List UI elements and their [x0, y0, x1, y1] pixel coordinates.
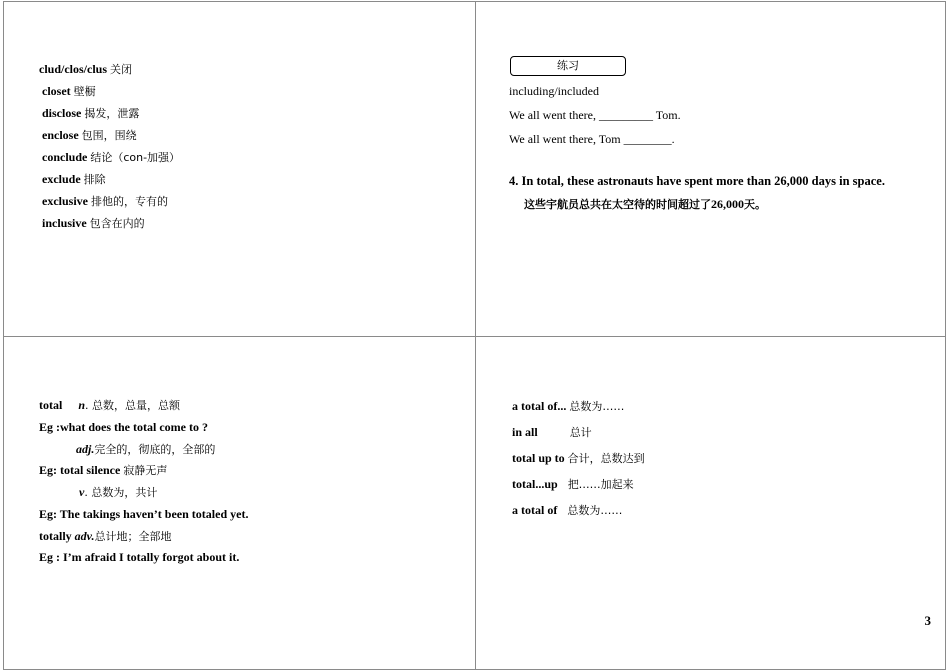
translation-part: 天。 — [744, 198, 766, 211]
totally-line — [39, 529, 172, 544]
word-closet — [42, 84, 96, 99]
phrase-term: total up to — [512, 451, 565, 465]
translation-part: 这些宇航员总共在太空待的时间超过了 — [524, 198, 711, 211]
word-exclude — [42, 172, 106, 187]
phrase-term: a total of — [512, 503, 558, 517]
pos-noun: n — [78, 398, 86, 412]
word-exclusive — [42, 194, 168, 209]
page-number: 3 — [924, 613, 931, 628]
example-sentence-line — [509, 174, 885, 188]
word-meaning: 排他的，专有的 — [91, 195, 168, 208]
phrase-in-all — [512, 425, 592, 440]
word-term: exclusive — [42, 194, 88, 208]
word-enclose — [42, 128, 137, 143]
example-sentence: In total, these astronauts have spent more than 26,000 days in space. — [521, 174, 885, 188]
verb-meaning: . 总数为，共计 — [84, 486, 158, 499]
phrase-a-total-of-dots — [512, 399, 624, 414]
word-meaning: 包含在内的 — [89, 217, 145, 230]
phrase-meaning: 把……加起来 — [567, 478, 634, 491]
totally-term: totally — [39, 529, 72, 543]
word-meaning: 结论（con-加强） — [90, 151, 181, 164]
phrase-meaning: 合计，总数达到 — [567, 452, 645, 465]
root-meaning: 关闭 — [110, 63, 133, 76]
slide-total-usage — [3, 336, 476, 670]
root-line — [39, 62, 132, 77]
phrase-meaning: 总数为…… — [569, 400, 625, 413]
phrase-term: in all — [512, 425, 538, 439]
word-term: closet — [42, 84, 71, 98]
eg-line-2 — [39, 463, 167, 478]
pos-adv: adv. — [74, 529, 95, 543]
word-inclusive — [42, 216, 145, 231]
root-term: clud/clos/clus — [39, 62, 108, 76]
total-term: total — [39, 398, 63, 412]
word-disclose — [42, 106, 139, 121]
eg2-label: Eg: total silence — [39, 463, 121, 477]
practice-sentence-2: We all went there, Tom ________. — [509, 132, 675, 146]
word-meaning: 排除 — [83, 173, 106, 186]
slide-practice — [475, 1, 946, 337]
total-noun-line — [39, 398, 180, 413]
noun-meaning: . 总数，总量，总额 — [85, 399, 181, 412]
phrase-term: total...up — [512, 477, 558, 491]
word-term: conclude — [42, 150, 88, 164]
phrase-meaning: 总计 — [569, 426, 592, 439]
phrase-total-up-to — [512, 451, 645, 466]
word-meaning: 包围，围绕 — [81, 129, 137, 142]
adj-meaning: 完全的，彻底的，全部的 — [94, 443, 216, 456]
adv-meaning: 总计地；全部地 — [94, 530, 172, 543]
pos-adj: adj. — [76, 442, 95, 456]
phrase-term: a total of... — [512, 399, 567, 413]
eg-line-4: Eg : I’m afraid I totally forgot about it. — [39, 550, 240, 564]
option-words: including/included — [509, 84, 599, 98]
word-term: enclose — [42, 128, 79, 142]
phrase-total-up — [512, 477, 634, 492]
translation-number: 26,000 — [711, 197, 744, 211]
example-number: 4. — [509, 174, 519, 188]
eg-line-3: Eg: The takings haven’t been totaled yet. — [39, 507, 249, 521]
word-meaning: 壁橱 — [73, 85, 96, 98]
eg2-meaning: 寂静无声 — [123, 464, 168, 477]
word-meaning: 揭发，泄露 — [84, 107, 140, 120]
slide-total-phrases — [475, 336, 946, 670]
word-conclude — [42, 150, 180, 165]
slide-root-clud — [3, 1, 476, 337]
eg-line-1: Eg :what does the total come to ? — [39, 420, 208, 434]
practice-sentence-1: We all went there, _________ Tom. — [509, 108, 681, 122]
adj-line — [76, 442, 215, 457]
verb-line — [79, 485, 157, 500]
example-translation — [524, 197, 766, 212]
phrase-meaning: 总数为…… — [567, 504, 623, 517]
practice-label: 练习 — [510, 56, 626, 76]
word-term: disclose — [42, 106, 82, 120]
phrase-a-total-of — [512, 503, 622, 518]
word-term: exclude — [42, 172, 81, 186]
pos-verb: v — [79, 485, 85, 499]
word-term: inclusive — [42, 216, 87, 230]
